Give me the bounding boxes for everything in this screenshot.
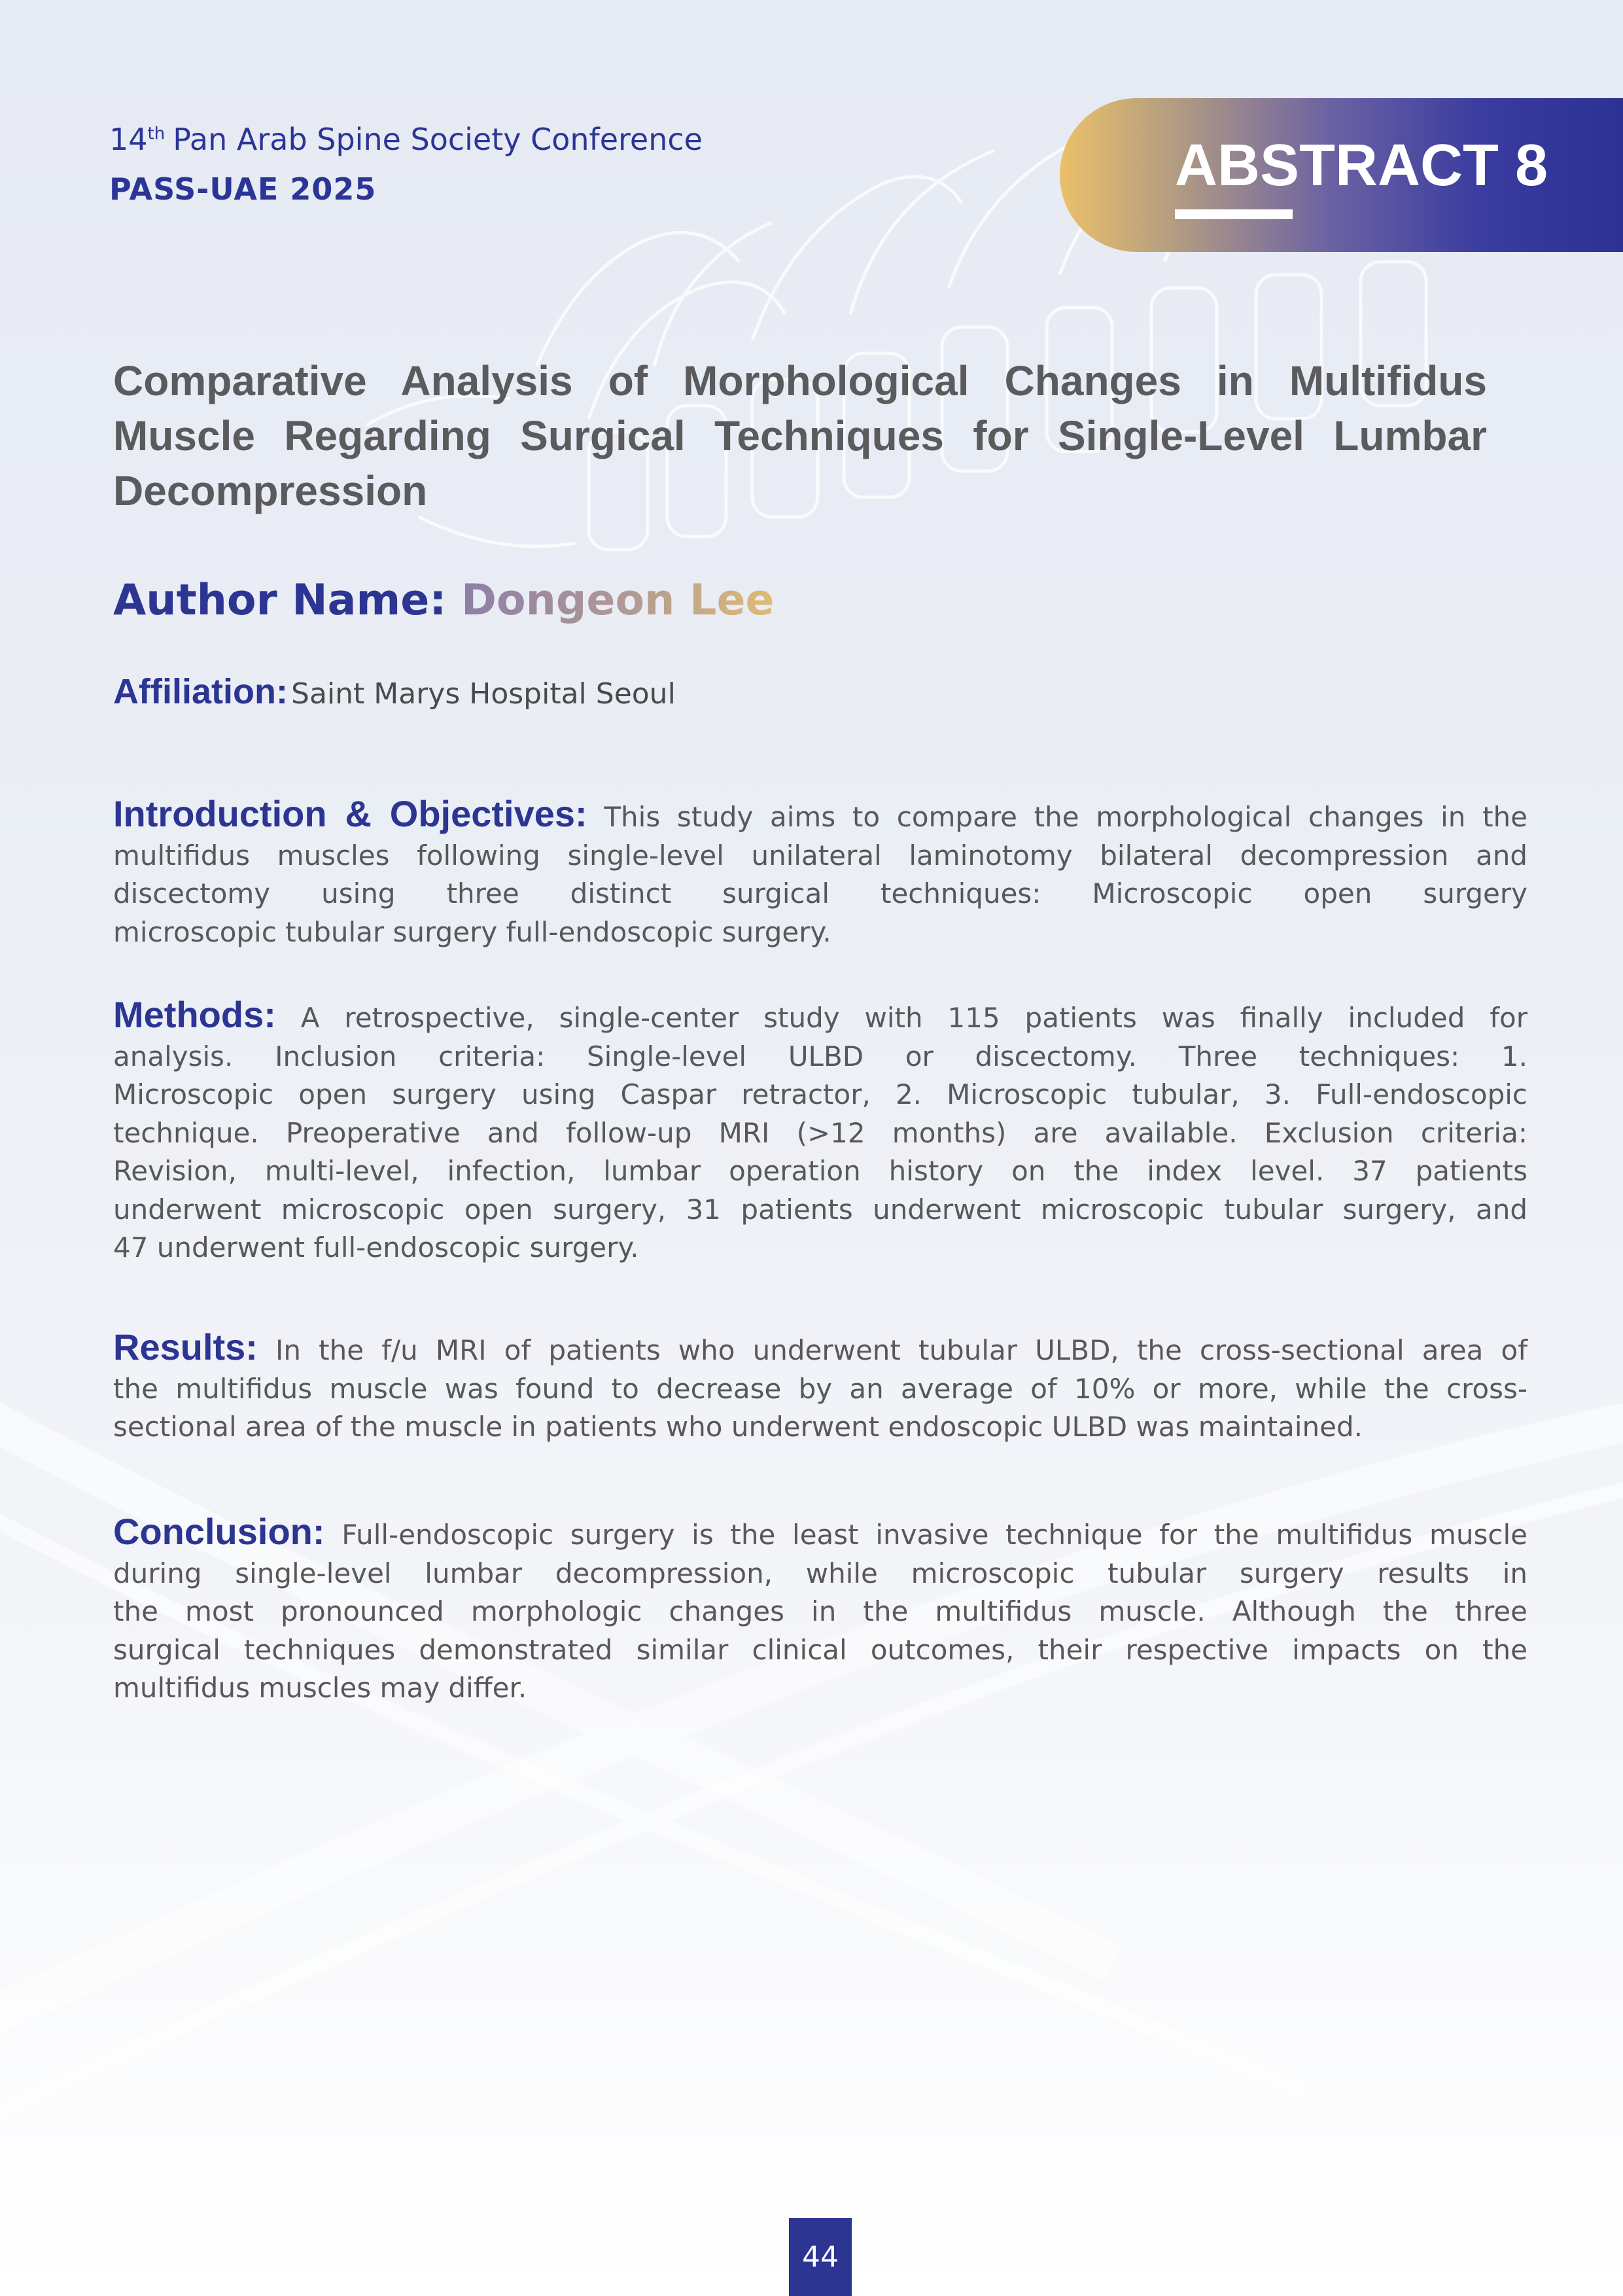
section-line bbox=[113, 996, 1527, 1038]
section-introduction bbox=[113, 795, 1527, 951]
section-line: multifidus muscles may differ. bbox=[113, 1672, 527, 1704]
section-results bbox=[113, 1328, 1527, 1447]
abstract-banner bbox=[1060, 98, 1623, 252]
section-line: analysis. Inclusion criteria: Single-level ULBD or discectomy. Three techniques: 1. bbox=[113, 1040, 1527, 1072]
section-conclusion bbox=[113, 1513, 1527, 1708]
page-number: 44 bbox=[789, 2218, 852, 2296]
section-line: the most pronounced morphologic changes in the multifidus muscle. Although the three bbox=[113, 1595, 1527, 1627]
section-line: technique. Preoperative and follow-up MRI (>12 months) are available. Exclusion criteria: bbox=[113, 1116, 1527, 1149]
section-text: Full-endoscopic surgery is the least invasive technique for the multifidus muscle bbox=[341, 1519, 1527, 1551]
conference-header bbox=[109, 122, 703, 207]
section-methods bbox=[113, 996, 1527, 1267]
title-line: Comparative Analysis of Morphological Changes in Multifidus bbox=[113, 357, 1487, 404]
conference-ordinal: th bbox=[147, 124, 166, 144]
author-label: Author Name: bbox=[113, 576, 447, 625]
author-name: Dongeon Lee bbox=[461, 576, 775, 625]
title-line: Muscle Regarding Surgical Techniques for Single-Level Lumbar bbox=[113, 412, 1487, 459]
conference-number: 14 bbox=[109, 122, 148, 157]
abstract-title bbox=[113, 353, 1487, 518]
section-line: microscopic tubular surgery full-endoscopic surgery. bbox=[113, 915, 831, 948]
section-line: during single-level lumbar decompression, while microscopic tubular surgery results in bbox=[113, 1557, 1527, 1589]
section-label: Results: bbox=[113, 1326, 258, 1368]
section-text: A retrospective, single-center study with 115 patients was finally included for bbox=[300, 1002, 1527, 1034]
abstract-label: ABSTRACT 8 bbox=[1175, 133, 1548, 198]
banner-underline bbox=[1175, 209, 1293, 219]
section-line bbox=[113, 795, 1527, 837]
section-label: Methods: bbox=[113, 994, 276, 1035]
section-line: underwent microscopic open surgery, 31 patients underwent microscopic tubular surgery, and bbox=[113, 1193, 1527, 1226]
section-line bbox=[113, 1328, 1527, 1370]
section-line: sectional area of the muscle in patients who underwent endoscopic ULBD was maintained. bbox=[113, 1411, 1363, 1443]
affiliation-line bbox=[113, 674, 676, 709]
conference-name: Pan Arab Spine Society Conference bbox=[173, 122, 703, 157]
section-label: Introduction & Objectives: bbox=[113, 793, 587, 834]
section-text: This study aims to compare the morphological changes in the bbox=[604, 801, 1527, 833]
section-line: Microscopic open surgery using Caspar retractor, 2. Microscopic tubular, 3. Full-endoscopic bbox=[113, 1078, 1527, 1110]
section-line: Revision, multi-level, infection, lumbar operation history on the index level. 37 patients bbox=[113, 1155, 1527, 1187]
section-line: multifidus muscles following single-level unilateral laminotomy bilateral decompression and bbox=[113, 839, 1527, 872]
section-line: discectomy using three distinct surgical techniques: Microscopic open surgery bbox=[113, 877, 1527, 910]
section-label: Conclusion: bbox=[113, 1511, 325, 1552]
section-text: In the f/u MRI of patients who underwent tubular ULBD, the cross-sectional area of bbox=[275, 1334, 1527, 1366]
title-line: Decompression bbox=[113, 467, 428, 514]
conference-short-name: PASS-UAE 2025 bbox=[109, 171, 377, 207]
conference-title bbox=[109, 122, 703, 157]
section-line: 47 underwent full-endoscopic surgery. bbox=[113, 1231, 639, 1263]
section-line bbox=[113, 1513, 1527, 1555]
author-line bbox=[113, 576, 775, 625]
affiliation-label: Affiliation: bbox=[113, 672, 288, 711]
affiliation-value: Saint Marys Hospital Seoul bbox=[291, 677, 676, 711]
section-line: the multifidus muscle was found to decrease by an average of 10% or more, while the cross- bbox=[113, 1372, 1527, 1405]
section-line: surgical techniques demonstrated similar clinical outcomes, their respective impacts on the bbox=[113, 1633, 1527, 1666]
